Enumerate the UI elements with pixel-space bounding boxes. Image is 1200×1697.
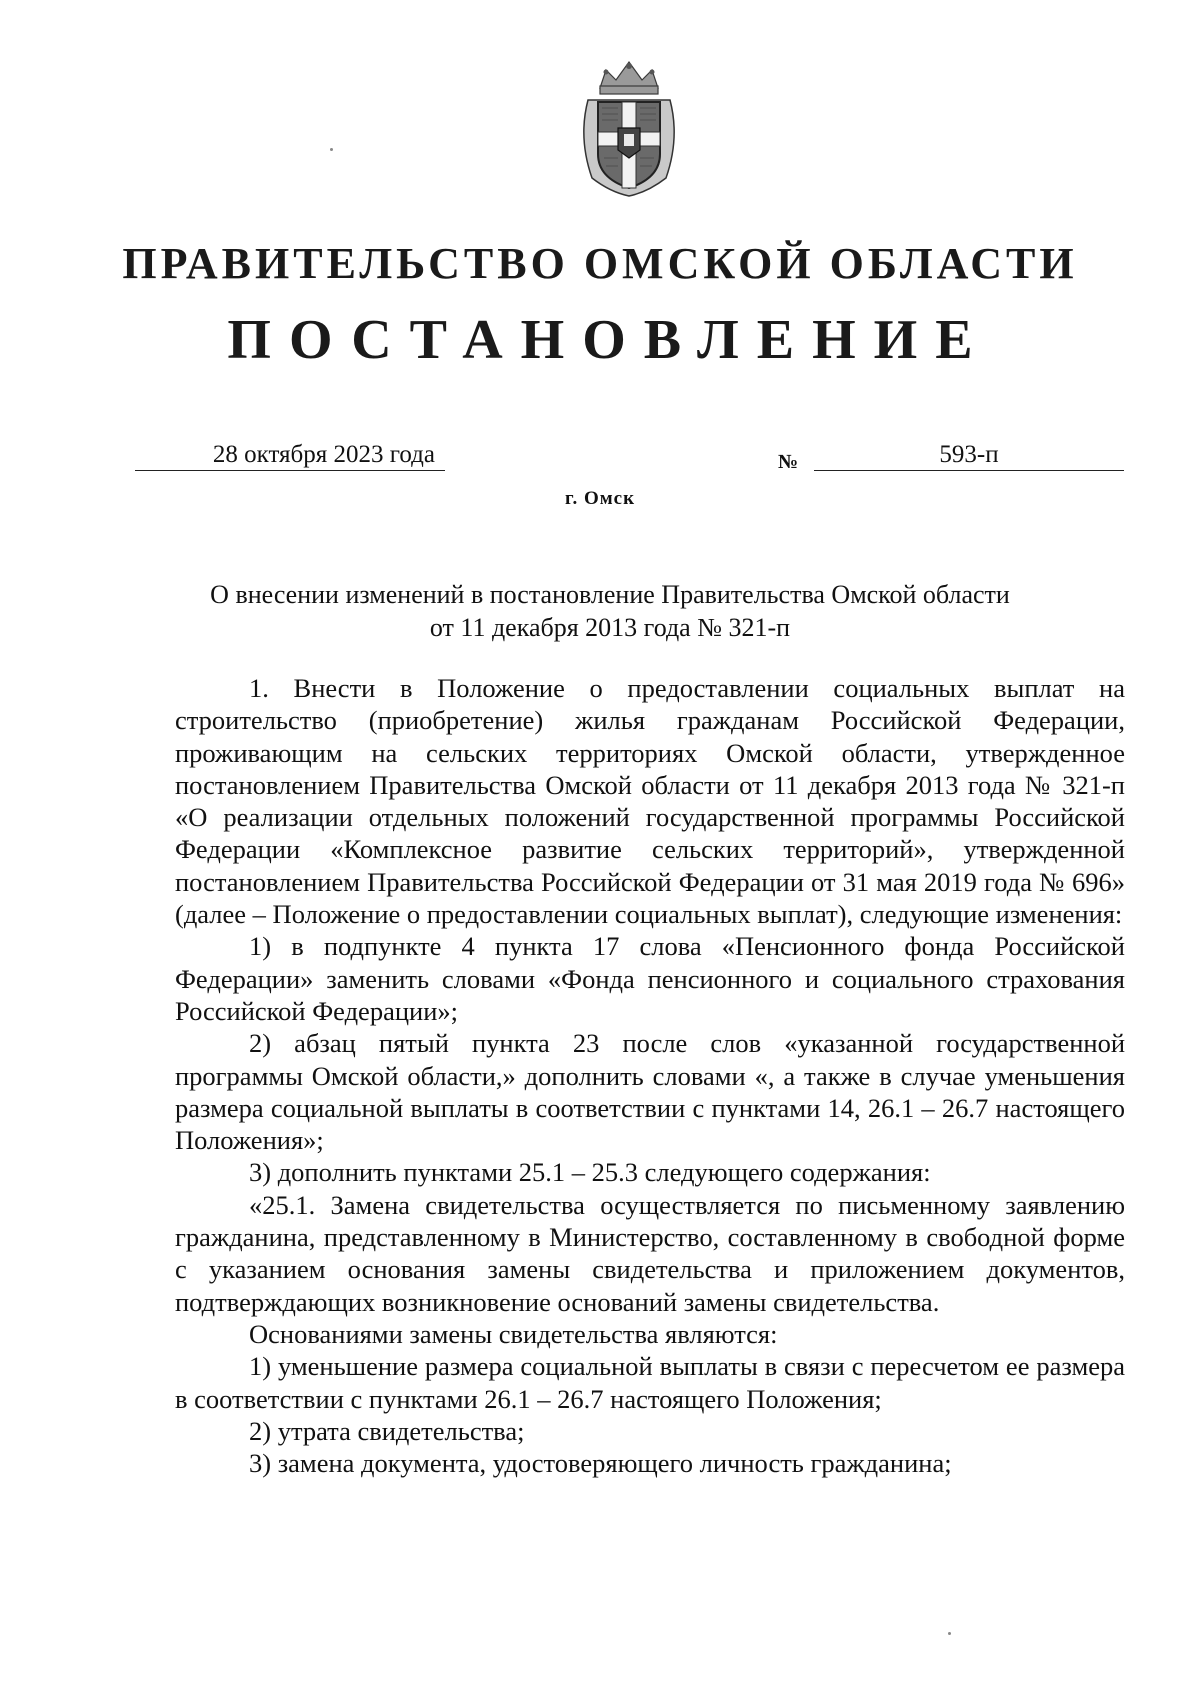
paragraph: 1) уменьшение размера социальной выплаты в связи с пересчетом ее размера в соответствии с пунктами 26.1 – 26.7 настоящего Положения; — [175, 1351, 1125, 1414]
coat-of-arms-icon — [570, 58, 688, 198]
document-date: 28 октября 2023 года — [135, 440, 445, 471]
paragraph: 3) дополнить пунктами 25.1 – 25.3 следующего содержания: — [249, 1157, 931, 1188]
organization-title: ПРАВИТЕЛЬСТВО ОМСКОЙ ОБЛАСТИ — [122, 239, 1078, 288]
subject-line-1: О внесении изменений в постановление Правительства Омской области — [210, 580, 1010, 609]
paragraph: 3) замена документа, удостоверяющего личность гражданина; — [249, 1448, 952, 1479]
scan-speck — [330, 148, 333, 151]
document-number: 593-п — [814, 440, 1124, 471]
document-subject — [150, 578, 1070, 644]
paragraph: 2) абзац пятый пункта 23 после слов «указанной государственной программы Омской области,» дополнить словами «, а также в случае уменьшения размера социальной выплаты в соответствии с пунктами 14, 26.1 – 26.7 настоящего Положения»; — [175, 1028, 1125, 1156]
paragraph: 1. Внести в Положение о предоставлении социальных выплат на строительство (приобретение) жилья гражданам Российской Федерации, проживающим на сельских территориях Омской области, утвержденное постановлением Правительства Омской области от 11 декабря 2013 года № 321-п «О реализации отдельных положений государственной программы Российской Федерации «Комплексное развитие сельских территорий», утвержденной постановлением Правительства Российской Федерации от 31 мая 2019 года № 696» (далее – Положение о предоставлении социальных выплат), следующие изменения: — [175, 673, 1125, 930]
paragraph: Основаниями замены свидетельства являются: — [249, 1318, 778, 1349]
scan-speck — [948, 1632, 951, 1635]
subject-line-2: от 11 декабря 2013 года № 321-п — [429, 613, 791, 642]
paragraph: 1) в подпункте 4 пункта 17 слова «Пенсионного фонда Российской Федерации» заменить словами «Фонда пенсионного и социального страхования Российской Федерации»; — [175, 931, 1125, 1026]
paragraph: «25.1. Замена свидетельства осуществляется по письменному заявлению гражданина, представленному в Министерство, составленному в свободной форме с указанием основания замены свидетельства и приложением документов, подтверждающих возникновение оснований замены свидетельства. — [175, 1189, 1125, 1317]
document-city: г. Омск — [564, 488, 636, 509]
paragraph: 2) утрата свидетельства; — [249, 1415, 525, 1446]
document-type-title: ПОСТАНОВЛЕНИЕ — [227, 309, 991, 371]
number-sign: № — [778, 451, 799, 473]
document-body — [175, 672, 1125, 1479]
